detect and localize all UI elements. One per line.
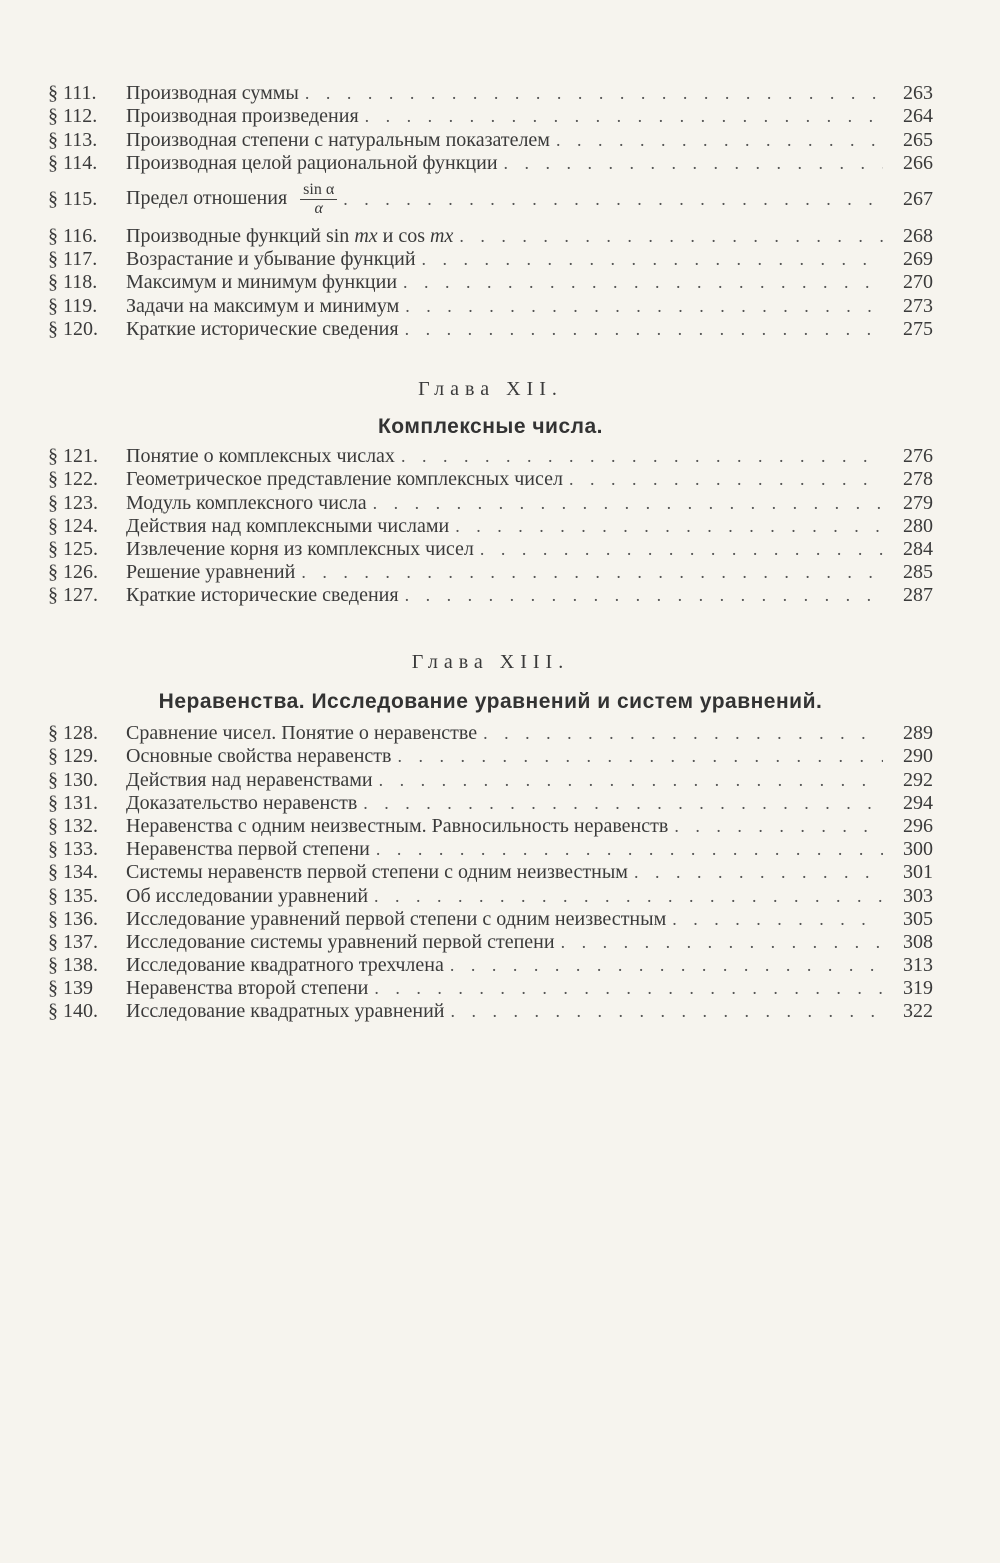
- entry-number: § 136.: [48, 907, 98, 930]
- leader-dots: [373, 492, 883, 515]
- entry-number: § 137.: [48, 930, 98, 953]
- entry-page: 279: [903, 491, 933, 514]
- toc-entry: [48, 977, 933, 1000]
- toc-entry: [48, 884, 933, 907]
- entry-page: 268: [903, 224, 933, 247]
- entry-title: Производная суммы: [126, 82, 299, 105]
- entry-title-with-fraction: [126, 181, 343, 218]
- entry-number: § 126.: [48, 561, 98, 584]
- entry-page: 292: [903, 768, 933, 791]
- entry-number: § 118.: [48, 271, 98, 294]
- toc-block-derivatives: [48, 82, 933, 341]
- entry-title: Максимум и минимум функции: [126, 271, 398, 294]
- toc-entry: [48, 468, 933, 491]
- toc-entry-limit: [48, 175, 933, 225]
- entry-number: § 119.: [48, 294, 98, 317]
- toc-entry: [48, 318, 933, 341]
- leader-dots: [403, 271, 883, 294]
- leader-dots: [376, 838, 883, 861]
- leader-dots: [483, 722, 883, 745]
- leader-dots: [480, 538, 883, 561]
- entry-title: Исследование уравнений первой степени с одним неизвестным: [126, 907, 667, 930]
- entry-number: § 112.: [48, 105, 98, 128]
- entry-title: Исследование системы уравнений первой степени: [126, 930, 555, 953]
- entry-number: § 116.: [48, 224, 98, 247]
- toc-list-1b: [48, 248, 933, 341]
- toc-entry: [48, 128, 933, 151]
- entry-number: § 134.: [48, 861, 98, 884]
- toc-entry: [48, 538, 933, 561]
- title-part: Производные функций sin: [126, 224, 355, 247]
- leader-dots: [405, 295, 883, 318]
- entry-title: Предел отношения: [126, 187, 288, 210]
- entry-title: Доказательство неравенств: [126, 791, 358, 814]
- fraction-denominator: α: [314, 200, 323, 218]
- leader-dots: [343, 188, 883, 211]
- entry-number: § 133.: [48, 838, 98, 861]
- chapter-title: Комплексные числа.: [377, 415, 603, 438]
- entry-number: § 111.: [48, 82, 97, 105]
- entry-page: 263: [903, 82, 933, 105]
- entry-page: 280: [903, 514, 933, 537]
- leader-dots: [422, 248, 883, 271]
- entry-number: § 135.: [48, 884, 98, 907]
- chapter-label: Глава XIII.: [411, 651, 570, 673]
- entry-page: 296: [903, 814, 933, 837]
- entry-number: § 138.: [48, 954, 98, 977]
- entry-page: 289: [903, 722, 933, 745]
- entry-title: Модуль комплексного числа: [126, 491, 367, 514]
- entry-page: 301: [903, 861, 933, 884]
- leader-dots: [634, 861, 883, 884]
- toc-entry: [48, 491, 933, 514]
- toc-entry: [48, 954, 933, 977]
- leader-dots: [305, 82, 883, 105]
- toc-list-chapter-13: [48, 722, 933, 1023]
- leader-dots: [363, 792, 883, 815]
- entry-title: Об исследовании уравнений: [126, 884, 369, 907]
- toc-entry: [48, 722, 933, 745]
- entry-page: 273: [903, 294, 933, 317]
- toc-entry: [48, 248, 933, 271]
- leader-dots: [459, 225, 883, 248]
- chapter-title: Неравенства. Исследование уравнений и систем уравнений.: [158, 690, 823, 713]
- leader-dots: [401, 445, 883, 468]
- entry-page: 266: [903, 151, 933, 174]
- entry-page: 265: [903, 128, 933, 151]
- entry-number: § 122.: [48, 468, 98, 491]
- leader-dots: [455, 515, 883, 538]
- entry-page: 300: [903, 838, 933, 861]
- entry-number: § 123.: [48, 491, 98, 514]
- entry-number: § 131.: [48, 791, 98, 814]
- entry-page: 276: [903, 445, 933, 468]
- entry-title: Неравенства второй степени: [126, 977, 369, 1000]
- entry-number: § 139: [48, 977, 93, 1000]
- leader-dots: [504, 152, 883, 175]
- toc-entry: [48, 105, 933, 128]
- entry-number: § 127.: [48, 584, 98, 607]
- entry-number: § 140.: [48, 1000, 98, 1023]
- entry-page: 305: [903, 907, 933, 930]
- leader-dots: [569, 468, 883, 491]
- entry-page: 303: [903, 884, 933, 907]
- entry-title: [126, 225, 459, 248]
- title-part: и cos: [377, 224, 431, 247]
- leader-dots: [374, 977, 883, 1000]
- toc-entry: [48, 792, 933, 815]
- entry-page: 284: [903, 537, 933, 560]
- toc-entry: [48, 1000, 933, 1023]
- entry-title: Неравенства первой степени: [126, 838, 370, 861]
- entry-number: § 132.: [48, 814, 98, 837]
- entry-title: Исследование квадратного трехчлена: [126, 954, 444, 977]
- math-variable: mx: [430, 224, 454, 247]
- entry-page: 294: [903, 791, 933, 814]
- toc-entry: [48, 294, 933, 317]
- toc-entry-derivatives-sin-cos: [48, 225, 933, 248]
- leader-dots: [374, 885, 883, 908]
- chapter-12: [48, 378, 933, 607]
- chapter-13: [48, 651, 933, 1023]
- toc-entry: [48, 271, 933, 294]
- entry-page: 267: [903, 188, 933, 211]
- entry-title: Основные свойства неравенств: [126, 745, 392, 768]
- entry-title: Производная целой рациональной функции: [126, 151, 498, 174]
- entry-number: § 129.: [48, 745, 98, 768]
- toc-entry: [48, 838, 933, 861]
- toc-entry: [48, 931, 933, 954]
- entry-title: Задачи на максимум и минимум: [126, 294, 400, 317]
- entry-title: Сравнение чисел. Понятие о неравенстве: [126, 722, 478, 745]
- fraction-numerator: sin α: [300, 181, 337, 200]
- entry-title: Производная степени с натуральным показателем: [126, 128, 550, 151]
- entry-title: Неравенства с одним неизвестным. Равносильность неравенств: [126, 814, 669, 837]
- leader-dots: [561, 931, 883, 954]
- leader-dots: [365, 105, 883, 128]
- entry-title: Исследование квадратных уравнений: [126, 1000, 445, 1023]
- entry-page: 319: [903, 977, 933, 1000]
- leader-dots: [301, 561, 883, 584]
- entry-number: § 120.: [48, 317, 98, 340]
- leader-dots: [397, 745, 883, 768]
- toc-entry: [48, 861, 933, 884]
- entry-title: Решение уравнений: [126, 561, 296, 584]
- entry-page: 269: [903, 248, 933, 271]
- entry-page: 275: [903, 317, 933, 340]
- leader-dots: [451, 1000, 883, 1023]
- entry-title: Краткие исторические сведения: [126, 584, 399, 607]
- toc-entry: [48, 745, 933, 768]
- leader-dots: [405, 318, 883, 341]
- leader-dots: [556, 129, 883, 152]
- entry-page: 313: [903, 954, 933, 977]
- leader-dots: [672, 908, 883, 931]
- entry-title: Краткие исторические сведения: [126, 317, 399, 340]
- entry-number: § 114.: [48, 151, 98, 174]
- entry-number: § 130.: [48, 768, 98, 791]
- entry-title: Системы неравенств первой степени с одним неизвестным: [126, 861, 628, 884]
- entry-number: § 125.: [48, 537, 98, 560]
- fraction-sin-alpha-over-alpha: [300, 181, 337, 218]
- entry-title: Геометрическое представление комплексных чисел: [126, 468, 563, 491]
- leader-dots: [674, 815, 883, 838]
- entry-title: Производная произведения: [126, 105, 359, 128]
- entry-page: 264: [903, 105, 933, 128]
- entry-title: Извлечение корня из комплексных чисел: [126, 537, 474, 560]
- entry-page: 285: [903, 561, 933, 584]
- toc-list-chapter-12: [48, 445, 933, 607]
- leader-dots: [379, 769, 883, 792]
- entry-title: Возрастание и убывание функций: [126, 248, 416, 271]
- toc-entry: [48, 82, 933, 105]
- chapter-label: Глава XII.: [418, 378, 563, 400]
- toc-entry: [48, 908, 933, 931]
- toc-entry: [48, 152, 933, 175]
- toc-entry: [48, 815, 933, 838]
- entry-title: Действия над комплексными числами: [126, 514, 450, 537]
- leader-dots: [450, 954, 883, 977]
- entry-number: § 113.: [48, 128, 98, 151]
- entry-page: 290: [903, 745, 933, 768]
- leader-dots: [405, 584, 883, 607]
- math-variable: mx: [354, 224, 378, 247]
- entry-number: § 115.: [48, 188, 98, 211]
- entry-title: Действия над неравенствами: [126, 768, 373, 791]
- entry-page: 308: [903, 930, 933, 953]
- entry-number: § 117.: [48, 248, 98, 271]
- toc-entry: [48, 584, 933, 607]
- entry-page: 322: [903, 1000, 933, 1023]
- toc-entry: [48, 768, 933, 791]
- toc-entry: [48, 515, 933, 538]
- entry-page: 287: [903, 584, 933, 607]
- entry-number: § 121.: [48, 445, 98, 468]
- entry-page: 278: [903, 468, 933, 491]
- toc-list-1a: [48, 82, 933, 175]
- toc-entry: [48, 445, 933, 468]
- entry-number: § 124.: [48, 514, 98, 537]
- entry-page: 270: [903, 271, 933, 294]
- entry-number: § 128.: [48, 722, 98, 745]
- toc-entry: [48, 561, 933, 584]
- entry-title: Понятие о комплексных числах: [126, 445, 395, 468]
